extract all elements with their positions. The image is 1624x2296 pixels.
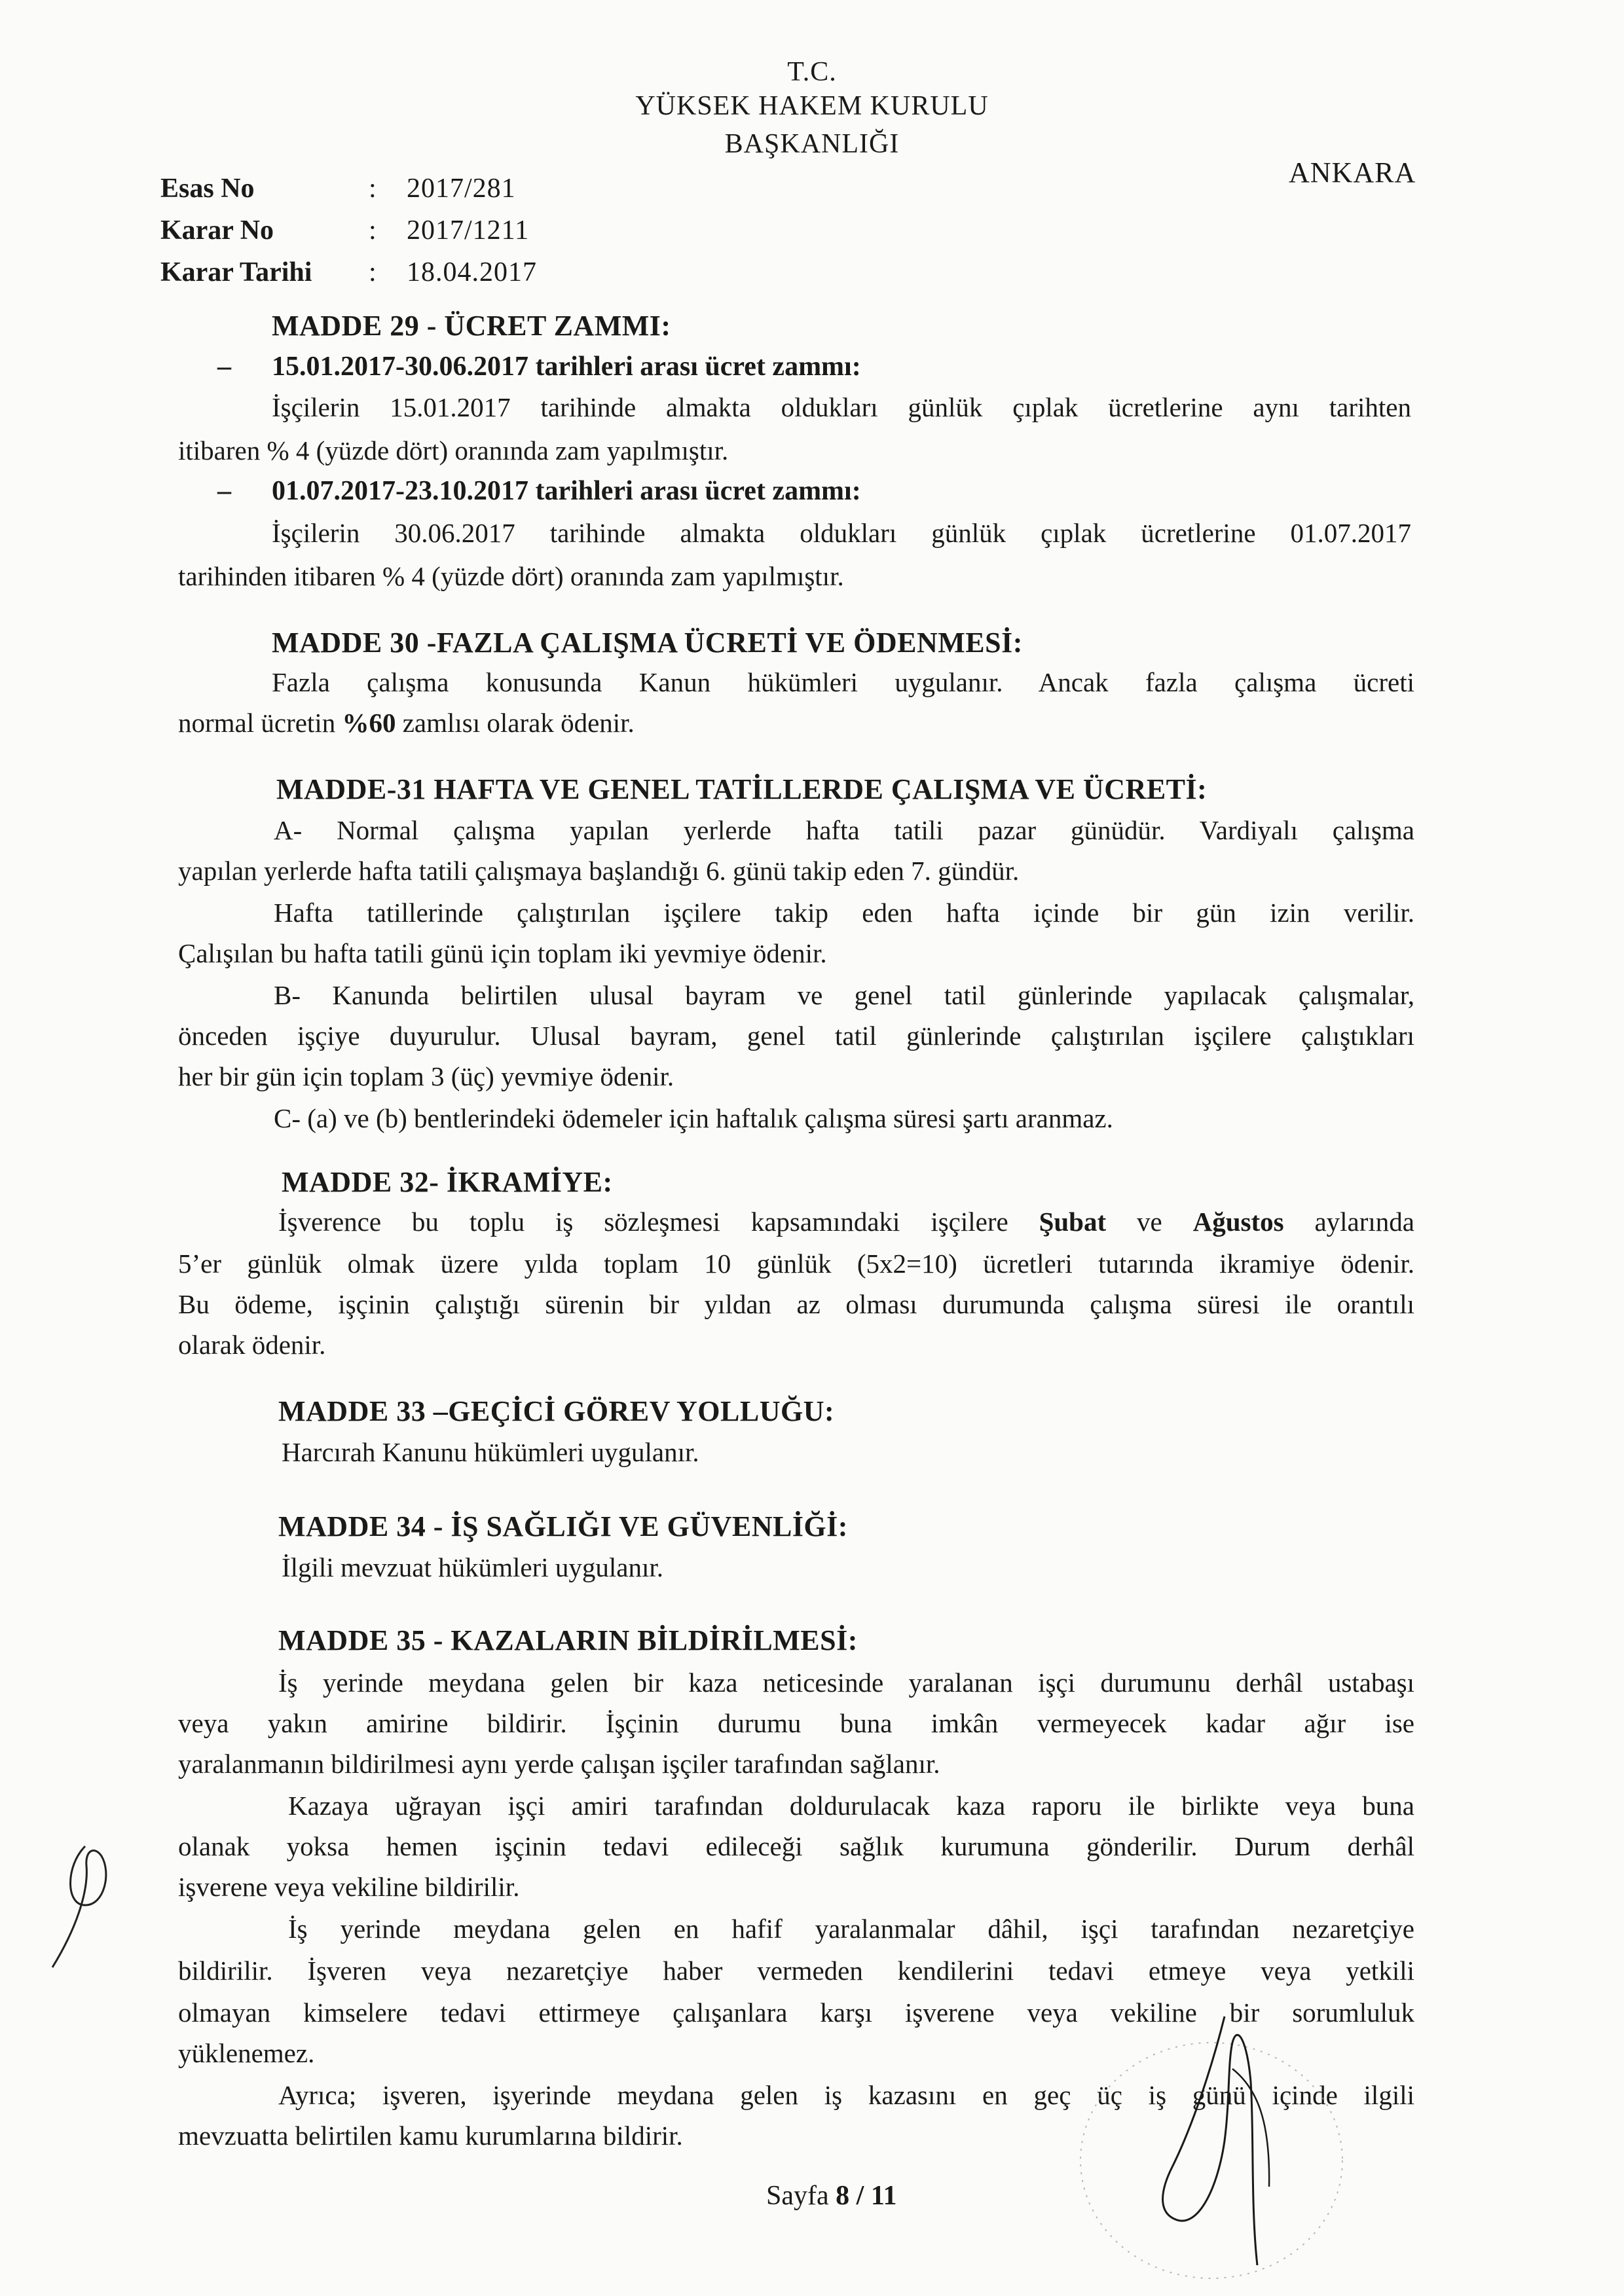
article-30-percentage: %60 — [342, 708, 396, 738]
tarih-label: Karar Tarihi — [160, 257, 312, 287]
article-32-text-1c: ve — [1106, 1207, 1193, 1237]
article-30-text-2 — [178, 707, 635, 738]
article-30-text-2a: normal ücretin — [178, 708, 342, 738]
tarih-row — [160, 251, 537, 293]
article-29-subtitle-2: 01.07.2017-23.10.2017 tarihleri arası ücret zammı: — [272, 476, 861, 506]
header-line-3: BAŞKANLIĞI — [724, 129, 900, 159]
month-subat: Şubat — [1039, 1207, 1107, 1237]
month-agustos: Ağustos — [1192, 1207, 1284, 1237]
article-35-line-3: yaralanmanın bildirilmesi aynı yerde çalışan işçiler tarafından sağlanır. — [178, 1749, 940, 1779]
esas-colon: : — [369, 173, 377, 204]
article-35-line-9: olmayan kimselere tedavi ettirmeye çalışanlara karşı işverene veya vekiline bir sorumluluk — [178, 1997, 1414, 2028]
signature-with-stamp — [1061, 1990, 1401, 2291]
karar-label: Karar No — [160, 215, 274, 246]
article-35-line-2: veya yakın amirine bildirir. İşçinin durumu buna imkân vermeyecek kadar ağır ise — [178, 1708, 1414, 1738]
article-35-line-5: olanak yoksa hemen işçinin tedavi edileceği sağlık kurumuna gönderilir. Durum derhâl — [178, 1831, 1414, 1861]
article-30-text-2c: zamlısı olarak ödenir. — [396, 708, 635, 738]
article-35-line-11: Ayrıca; işveren, işyerinde meydana gelen iş kazasını en geç üç iş günü içinde ilgili — [278, 2080, 1414, 2110]
karar-value: 2017/1211 — [407, 215, 530, 246]
article-35-line-12: mevzuatta belirtilen kamu kurumlarına bildirir. — [178, 2121, 683, 2151]
esas-row — [160, 168, 537, 210]
esas-label: Esas No — [160, 173, 255, 204]
article-31-text-a3: Hafta tatillerinde çalıştırılan işçilere takip eden hafta içinde bir gün izin verilir. — [274, 898, 1414, 928]
article-29-subtitle-1: 15.01.2017-30.06.2017 tarihleri arası ücret zammı: — [272, 352, 861, 382]
article-33-text: Harcırah Kanunu hükümleri uygulanır. — [282, 1437, 699, 1467]
header-line-2: YÜKSEK HAKEM KURULU — [635, 91, 989, 121]
article-31-text-b1: B- Kanunda belirtilen ulusal bayram ve genel tatil günlerinde yapılacak çalışmalar, — [274, 980, 1414, 1010]
bullet-dash: – — [217, 476, 231, 506]
tarih-value: 18.04.2017 — [407, 257, 537, 287]
article-31-text-a2: yapılan yerlerde hafta tatili çalışmaya başlandığı 6. günü takip eden 7. gündür. — [178, 856, 1020, 886]
article-29-text-1a: İşçilerin 15.01.2017 tarihinde almakta oldukları günlük çıplak ücretlerine aynı tarihten — [272, 392, 1411, 422]
article-34-title: MADDE 34 - İŞ SAĞLIĞI VE GÜVENLİĞİ: — [278, 1510, 848, 1542]
page-number — [766, 2180, 897, 2212]
header-city: ANKARA — [1289, 156, 1416, 189]
article-31-text-c1: C- (a) ve (b) bentlerindeki ödemeler için haftalık çalışma süresi şartı aranmaz. — [274, 1103, 1113, 1133]
article-32-text-3: Bu ödeme, işçinin çalıştığı sürenin bir yıldan az olması durumunda çalışma süresi ile orantılı — [178, 1289, 1414, 1319]
karar-colon: : — [369, 215, 377, 246]
article-35-title: MADDE 35 - KAZALARIN BİLDİRİLMESİ: — [278, 1624, 858, 1656]
article-29-text-2a: İşçilerin 30.06.2017 tarihinde almakta oldukları günlük çıplak ücretlerine 01.07.2017 — [272, 518, 1411, 548]
article-34-text: İlgili mevzuat hükümleri uygulanır. — [282, 1552, 663, 1582]
case-meta — [160, 168, 537, 293]
bullet-dash: – — [217, 352, 231, 382]
article-32-text-4: olarak ödenir. — [178, 1330, 326, 1360]
article-33-title: MADDE 33 –GEÇİCİ GÖREV YOLLUĞU: — [278, 1395, 835, 1427]
esas-value: 2017/281 — [407, 173, 516, 204]
article-35-line-10: yüklenemez. — [178, 2038, 315, 2068]
article-31-text-a4: Çalışılan bu hafta tatili günü için toplam iki yevmiye ödenir. — [178, 938, 827, 968]
page-total: 11 — [870, 2181, 897, 2211]
article-31-text-a1: A- Normal çalışma yapılan yerlerde hafta tatili pazar günüdür. Vardiyalı çalışma — [274, 815, 1414, 845]
article-31-text-b3: her bir gün için toplam 3 (üç) yevmiye ödenir. — [178, 1061, 674, 1091]
article-29-text-2b: tarihinden itibaren % 4 (yüzde dört) oranında zam yapılmıştır. — [178, 561, 844, 591]
article-32-text-1e: aylarında — [1283, 1207, 1415, 1237]
article-31-text-b2: önceden işçiye duyurulur. Ulusal bayram, genel tatil günlerinde çalıştırılan işçilere çalıştıkları — [178, 1021, 1414, 1051]
article-30-text-1: Fazla çalışma konusunda Kanun hükümleri uygulanır. Ancak fazla çalışma ücreti — [272, 667, 1414, 697]
article-32-title: MADDE 32- İKRAMİYE: — [282, 1166, 613, 1198]
article-32-text-1 — [278, 1206, 1414, 1237]
article-29-title: MADDE 29 - ÜCRET ZAMMI: — [272, 310, 671, 342]
page-separator: / — [849, 2181, 871, 2211]
article-35-line-1: İş yerinde meydana gelen bir kaza neticesinde yaralanan işçi durumunu derhâl ustabaşı — [278, 1667, 1414, 1698]
article-35-line-8: bildirilir. İşveren veya nezaretçiye haber vermeden kendilerini tedavi etmeye veya yetkili — [178, 1956, 1414, 1986]
article-32-text-1a: İşverence bu toplu iş sözleşmesi kapsamındaki işçilere — [278, 1207, 1039, 1237]
page-current: 8 — [836, 2181, 850, 2211]
article-35-line-7: İş yerinde meydana gelen en hafif yaralanmalar dâhil, işçi tarafından nezaretçiye — [288, 1914, 1414, 1944]
karar-row — [160, 210, 537, 251]
article-29-text-1b: itibaren % 4 (yüzde dört) oranında zam yapılmıştır. — [178, 435, 729, 465]
header-line-1: T.C. — [787, 57, 837, 87]
margin-initial-signature — [39, 1827, 131, 1977]
article-35-line-4: Kazaya uğrayan işçi amiri tarafından doldurulacak kaza raporu ile birlikte veya buna — [288, 1791, 1414, 1821]
article-32-text-2: 5’er günlük olmak üzere yılda toplam 10 günlük (5x2=10) ücretleri tutarında ikramiye ödenir. — [178, 1248, 1414, 1279]
page-prefix: Sayfa — [766, 2181, 836, 2211]
article-35-line-6: işverene veya vekiline bildirilir. — [178, 1872, 520, 1902]
article-30-title: MADDE 30 -FAZLA ÇALIŞMA ÜCRETİ VE ÖDENMESİ: — [272, 627, 1023, 659]
article-31-title: MADDE-31 HAFTA VE GENEL TATİLLERDE ÇALIŞMA VE ÜCRETİ: — [276, 773, 1208, 805]
tarih-colon: : — [369, 257, 377, 287]
